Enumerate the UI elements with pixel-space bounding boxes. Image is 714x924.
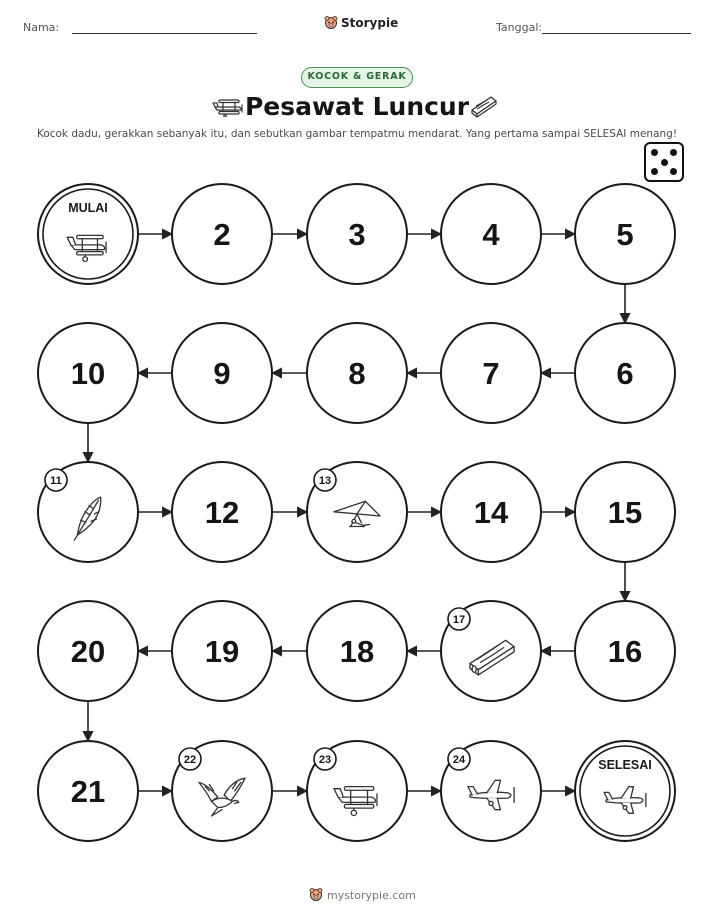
board-space-11[interactable]: [38, 462, 138, 562]
space-number: 10: [70, 356, 106, 391]
board-space-8[interactable]: [307, 323, 407, 423]
board-space-18[interactable]: [307, 601, 407, 701]
board-space-4[interactable]: [441, 184, 541, 284]
storypie-mascot-icon: [309, 887, 323, 903]
space-number: 20: [70, 634, 106, 669]
activity-title: Pesawat Luncur: [244, 92, 470, 121]
space-number: 21: [70, 774, 106, 809]
space-number: 9: [213, 356, 231, 391]
board-space-20[interactable]: [38, 601, 138, 701]
space-number: 7: [482, 356, 500, 391]
space-number: 6: [616, 356, 634, 391]
board-space-24[interactable]: [441, 741, 541, 841]
board-space-2[interactable]: [172, 184, 272, 284]
board-space-22[interactable]: [172, 741, 272, 841]
start-space[interactable]: [38, 184, 138, 284]
space-number: 11: [50, 475, 62, 487]
space-number: 2: [213, 217, 231, 252]
board-space-21[interactable]: [38, 741, 138, 841]
space-number: 15: [607, 495, 643, 530]
finish-space[interactable]: [575, 741, 675, 841]
space-number: 16: [607, 634, 643, 669]
board-space-9[interactable]: [172, 323, 272, 423]
space-number: 22: [183, 754, 197, 766]
space-number: 18: [339, 634, 375, 669]
board-space-15[interactable]: [575, 462, 675, 562]
space-number: 12: [204, 495, 240, 530]
space-number: 24: [452, 754, 466, 766]
board-space-10[interactable]: [38, 323, 138, 423]
space-number: 4: [482, 217, 500, 252]
board-space-5[interactable]: [575, 184, 675, 284]
board-space-13[interactable]: [307, 462, 407, 562]
space-number: 23: [318, 754, 332, 766]
space-number: 8: [348, 356, 366, 391]
space-number: 14: [473, 495, 509, 530]
name-label: Nama:: [23, 21, 60, 34]
space-number: 13: [318, 475, 332, 487]
board-space-19[interactable]: [172, 601, 272, 701]
board-space-14[interactable]: [441, 462, 541, 562]
date-label: Tanggal:: [496, 21, 543, 34]
board-space-17[interactable]: [441, 601, 541, 701]
start-label: MULAI: [68, 201, 108, 215]
space-number: 3: [348, 217, 366, 252]
board-space-3[interactable]: [307, 184, 407, 284]
activity-badge: KOCOK & GERAK: [301, 67, 413, 88]
finish-label: SELESAI: [598, 758, 652, 772]
space-number: 5: [616, 217, 634, 252]
board-space-16[interactable]: [575, 601, 675, 701]
board-space-6[interactable]: [575, 323, 675, 423]
board-space-12[interactable]: [172, 462, 272, 562]
board-space-23[interactable]: [307, 741, 407, 841]
space-number: 19: [204, 634, 240, 669]
footer: [309, 885, 416, 905]
board-space-7[interactable]: [441, 323, 541, 423]
space-circle: [38, 184, 138, 284]
space-circle: [575, 741, 675, 841]
footer-url: mystorypie.com: [327, 888, 416, 902]
space-number: 17: [452, 614, 466, 626]
brand-name: Storypie: [341, 16, 399, 30]
instructions: Kocok dadu, gerakkan sebanyak itu, dan sebutkan gambar tempatmu mendarat. Yang pertama sampai SELESAI menang!: [36, 128, 678, 140]
